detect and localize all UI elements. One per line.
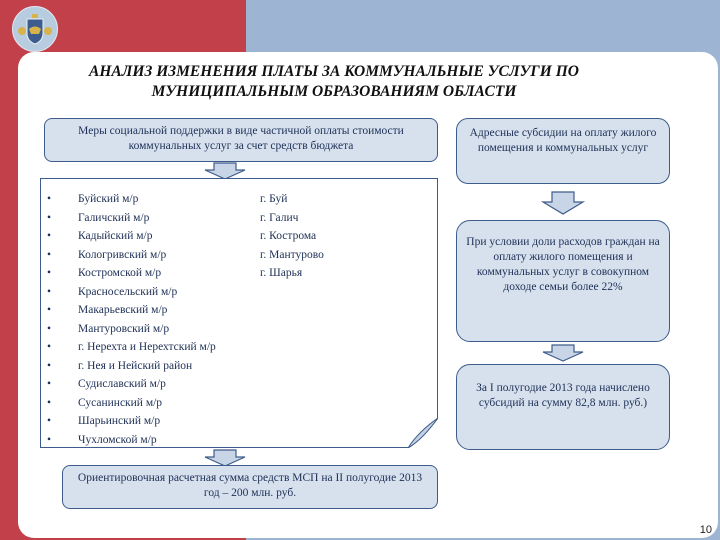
address-subsidies-box: Адресные субсидии на оплату жилого помещения и коммунальных услуг [456, 118, 670, 184]
list-item [44, 375, 404, 393]
district-name: г. Нерехта и Нерехтский м/р [78, 341, 216, 353]
district-name: Буйский м/р [78, 193, 139, 205]
list-item [44, 301, 404, 319]
list-item [44, 412, 404, 430]
town-name: г. Кострома [260, 230, 317, 242]
list-item [44, 320, 404, 338]
district-name: Судиславский м/р [78, 378, 166, 390]
bullet: • [46, 396, 52, 409]
district-name: Чухломской м/р [78, 433, 157, 446]
district-name: Сусанинский м/р [78, 396, 163, 409]
district-name: Кологривский м/р [78, 248, 167, 261]
page-fold-corner [408, 418, 438, 448]
condition-box: При условии доли расходов граждан на оплату жилого помещения и коммунальных услуг в совокупном доходе семьи более 22% [456, 220, 670, 342]
bullet: • [46, 267, 52, 279]
district-name: Красносельский м/р [78, 285, 178, 298]
accrued-subsidies-box: За I полугодие 2013 года начислено субсидий на сумму 82,8 млн. руб.) [456, 364, 670, 450]
bullet: • [46, 433, 52, 446]
town-name: г. Мантурово [260, 248, 324, 261]
bullet: • [46, 378, 52, 390]
district-name: Кадыйский м/р [78, 230, 153, 242]
bullet: • [46, 285, 52, 298]
bullet: • [46, 211, 52, 224]
list-item [44, 338, 404, 356]
coat-of-arms-emblem [12, 6, 58, 52]
list-item [44, 283, 404, 301]
district-name: Макарьевский м/р [78, 304, 168, 316]
list-item [44, 246, 404, 264]
down-arrow-icon [538, 344, 588, 362]
district-name: Галичский м/р [78, 211, 150, 224]
page-number: 10 [699, 524, 712, 536]
town-name: г. Шарья [260, 267, 303, 279]
district-name: Мантуровский м/р [78, 322, 170, 335]
district-name: Шарьинский м/р [78, 415, 161, 427]
town-name: г. Галич [260, 211, 299, 224]
bullet: • [46, 248, 52, 261]
list-item [44, 190, 404, 208]
estimated-sum-box: Ориентировочная расчетная сумма средств МСП на II полугодие 2013 год – 200 млн. руб. [62, 465, 438, 509]
list-item [44, 227, 404, 245]
district-name: Костромской м/р [78, 267, 162, 279]
bullet: • [46, 193, 52, 205]
bullet: • [46, 322, 52, 335]
bullet: • [46, 415, 52, 427]
bullet: • [46, 230, 52, 242]
list-item [44, 394, 404, 412]
town-name: г. Буй [260, 193, 288, 205]
district-name: г. Нея и Нейский район [78, 359, 193, 372]
list-item [44, 264, 404, 282]
bullet: • [46, 359, 52, 372]
bullet: • [46, 341, 52, 353]
page-title: АНАЛИЗ ИЗМЕНЕНИЯ ПЛАТЫ ЗА КОММУНАЛЬНЫЕ УСЛУГИ ПО МУНИЦИПАЛЬНЫМ ОБРАЗОВАНИЯМ ОБЛАСТИ [89, 63, 579, 100]
social-support-box: Меры социальной поддержки в виде частичной оплаты стоимости коммунальных услуг за счет средств бюджета [44, 118, 438, 162]
bullet: • [46, 304, 52, 316]
list-item [44, 209, 404, 227]
list-item [44, 431, 404, 449]
down-arrow-icon [538, 191, 588, 215]
list-item [44, 357, 404, 375]
